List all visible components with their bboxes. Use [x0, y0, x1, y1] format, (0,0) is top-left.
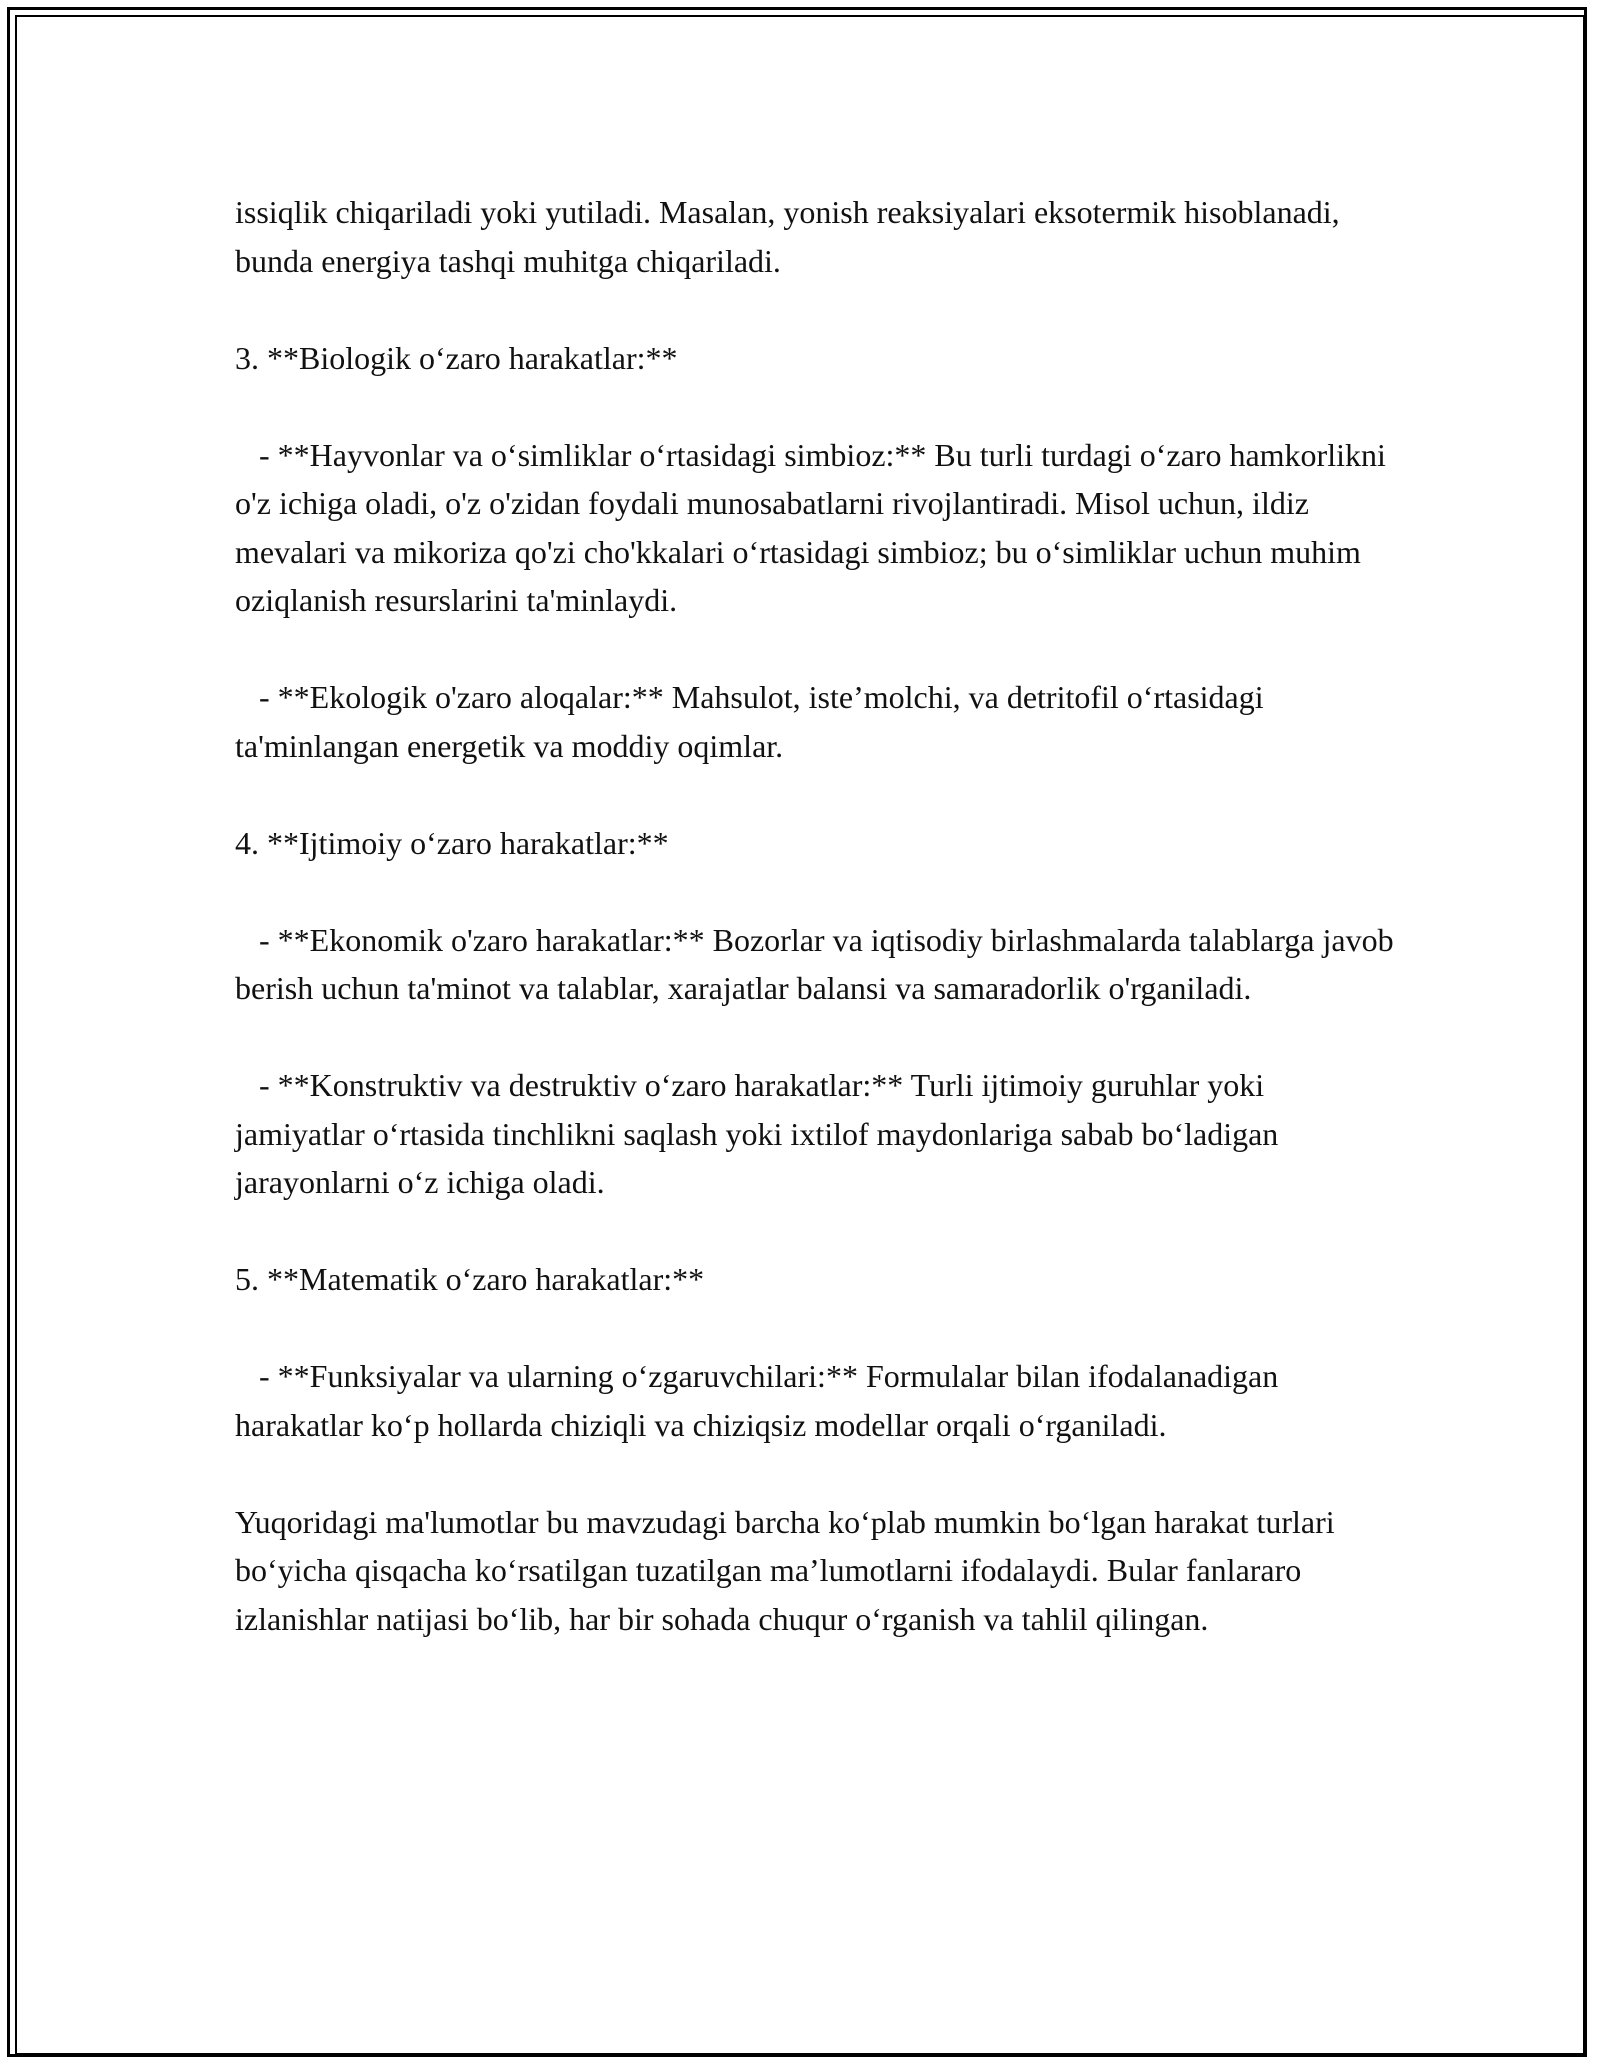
list-item-symbiosis: - **Hayvonlar va o‘simliklar o‘rtasidagi simbioz:** Bu turli turdagi o‘zaro hamkorlikni o'z ichiga oladi, o'z o'zidan foydali munosabatlarni rivojlantiradi. Misol uchun, ildiz mevalari va mikoriza qo'zi cho'kkalari o‘rtasidagi simbioz; bu o‘simliklar uchun muhim oziqlanish resurslarini ta'minlaydi. [235, 436, 1394, 618]
heading-social-interactions: 4. **Ijtimoiy o‘zaro harakatlar:** [235, 824, 669, 861]
list-item-functions-variables: - **Funksiyalar va ularning o‘zgaruvchilari:** Formulalar bilan ifodalanadigan harakatlar ko‘p hollarda chiziqli va chiziqsiz modellar orqali o‘rganiladi. [235, 1358, 1287, 1443]
heading-mathematical-interactions: 5. **Matematik o‘zaro harakatlar:** [235, 1261, 705, 1297]
document-body [235, 188, 1402, 1643]
list-item-ecological-relations: - **Ekologik o'zaro aloqalar:** Mahsulot, iste’molchi, va detritofil o‘rtasidagi ta'minlangan energetik va moddiy oqimlar. [235, 679, 1272, 764]
list-item-constructive-destructive: - **Konstruktiv va destruktiv o‘zaro harakatlar:** Turli ijtimoiy guruhlar yoki jamiyatlar o‘rtasida tinchlikni saqlash yoki ixtilof maydonlariga sabab bo‘ladigan jarayonlarni o‘z ichiga oladi. [235, 1067, 1287, 1200]
paragraph-conclusion: Yuqoridagi ma'lumotlar bu mavzudagi barcha ko‘plab mumkin bo‘lgan harakat turlari bo‘yicha qisqacha ko‘rsatilgan tuzatilgan ma’lumotlarni ifodalaydi. Bular fanlararo izlanishlar natijasi bo‘lib, har bir sohada chuqur o‘rganish va tahlil qilingan. [235, 1503, 1343, 1637]
paragraph-energy-intro: issiqlik chiqariladi yoki yutiladi. Masalan, yonish reaksiyalari eksotermik hisoblanadi, bunda energiya tashqi muhitga chiqariladi. [235, 194, 1348, 279]
heading-biological-interactions: 3. **Biologik o‘zaro harakatlar:** [235, 339, 678, 376]
list-item-economic-interactions: - **Ekonomik o'zaro harakatlar:** Bozorlar va iqtisodiy birlashmalarda talablarga javob berish uchun ta'minot va talablar, xarajatlar balansi va samaradorlik o'rganiladi. [235, 921, 1402, 1006]
